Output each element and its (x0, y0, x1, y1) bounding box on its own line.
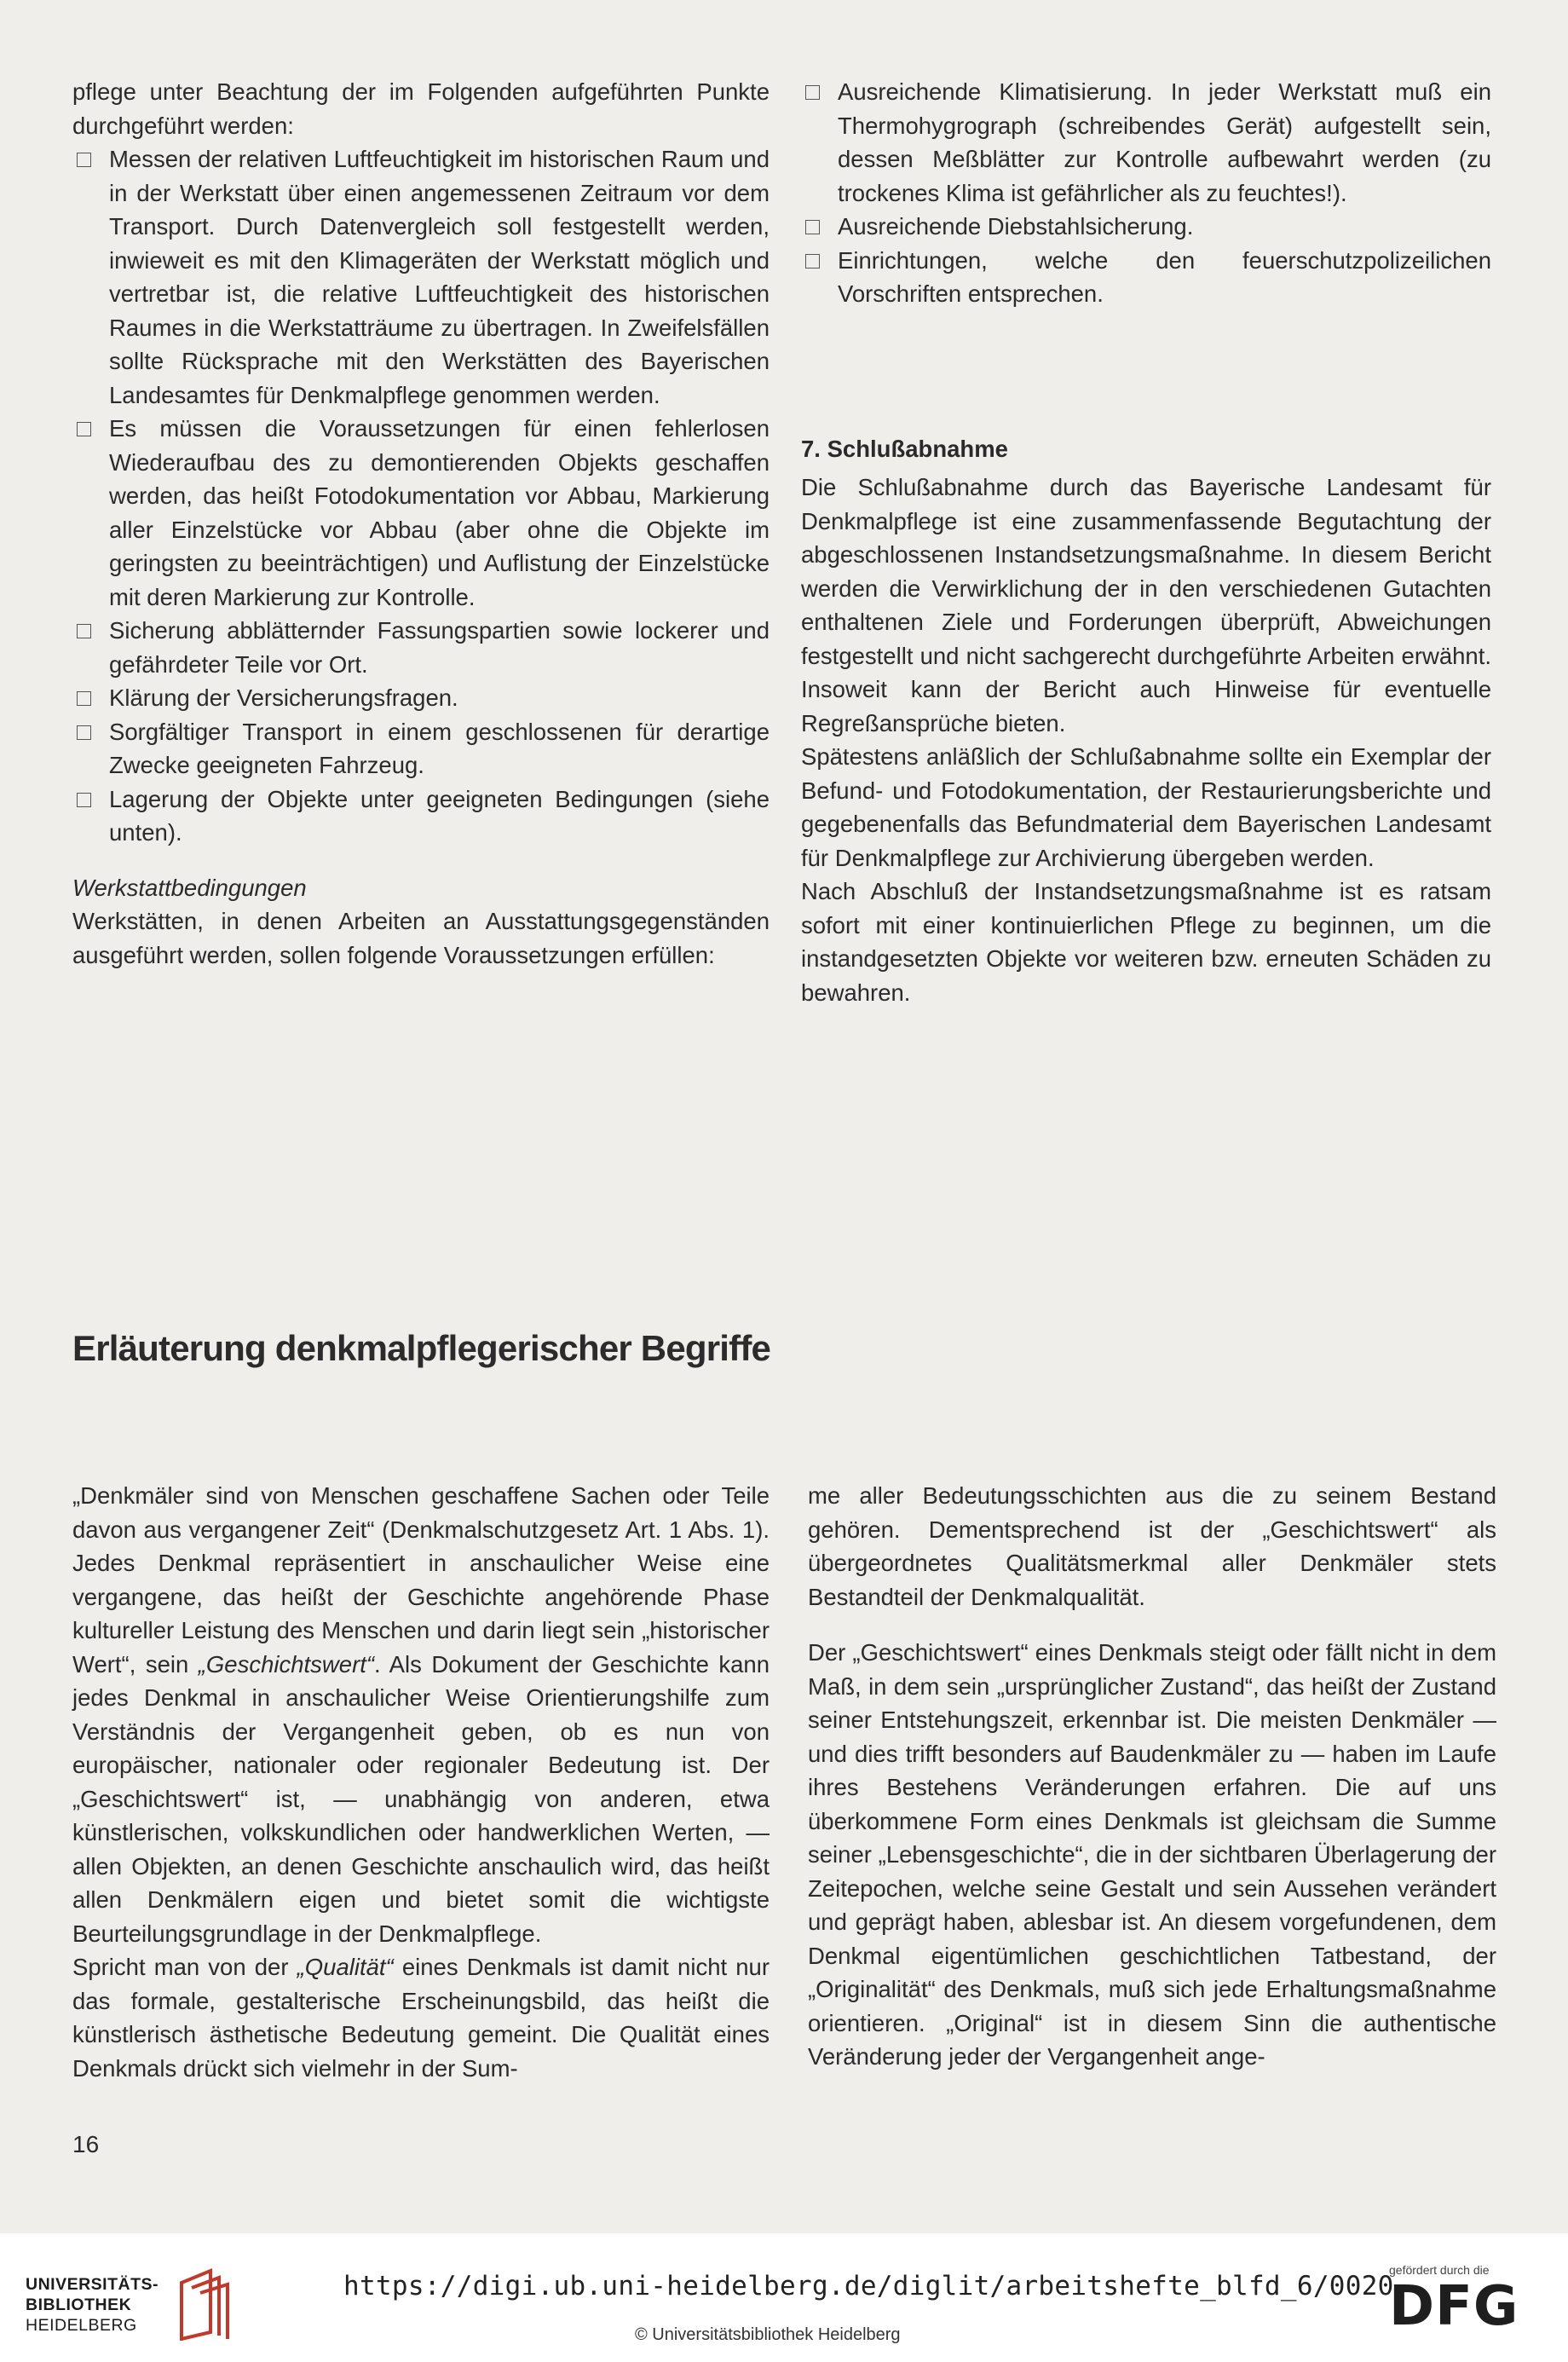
bullet-item: Ausreichende Klimatisierung. In jeder Werkstatt muß ein Thermohygrograph (schreibendes Gerät) aufgestellt sein, dessen Meßblätter zur Kontrolle aufbewahrt werden (zu trockenes Klima ist gefährlicher als zu feuchtes!). (801, 75, 1491, 210)
schlussabnahme-para-2: Spätestens anläßlich der Schlußabnahme sollte ein Exemplar der Befund- und Fotodokumentation, der Restaurierungsberichte und gegebenenfalls das Befundmaterial dem Bayerischen Landesamt für Denkmalpflege zur Archivierung übergeben werden. (801, 743, 1491, 871)
library-name: UNIVERSITÄTS- BIBLIOTHEK HEIDELBERG (26, 2275, 159, 2335)
subheading-werkstattbedingungen: Werkstattbedingungen (72, 874, 307, 901)
dfg-logo-block[interactable] (1389, 2263, 1551, 2336)
university-library-logo[interactable] (26, 2267, 247, 2344)
bullet-item: Klärung der Versicherungsfragen. (72, 681, 770, 715)
checkbox-icon (77, 725, 91, 740)
bullet-item: Einrichtungen, welche den feuerschutzpolizeilichen Vorschriften entsprechen. (801, 244, 1491, 311)
permalink-url[interactable]: https://digi.ub.uni-heidelberg.de/diglit/arbeitshefte_blfd_6/0020 (343, 2271, 1394, 2301)
dfg-logo: DFG (1389, 2275, 1519, 2338)
copyright-notice: © Universitätsbibliothek Heidelberg (635, 2325, 901, 2344)
bullet-item: Es müssen die Voraussetzungen für einen fehlerlosen Wiederaufbau des zu demontierenden Objekts geschaffen werden, das heißt Fotodokumentation vor Abbau, Markierung aller Einzelstücke vor Abbau (aber ohne die Objekte im geringsten zu beeinträchtigen) und Auflistung der Einzelstücke mit deren Markierung zur Kontrolle. (72, 412, 770, 614)
werkstatt-text: Werkstätten, in denen Arbeiten an Ausstattungsgegenständen ausgeführt werden, sollen folgende Voraussetzungen erfüllen: (72, 908, 770, 968)
bottom-right-column (808, 1479, 1496, 2074)
bullet-item: Sorgfältiger Transport in einem geschlossenen für derartige Zwecke geeigneten Fahrzeug. (72, 715, 770, 783)
checkbox-icon (77, 422, 91, 436)
footer-bar (0, 2233, 1568, 2362)
checkbox-icon (77, 153, 91, 167)
bullet-item: Ausreichende Diebstahlsicherung. (801, 210, 1491, 244)
definition-para-1: „Denkmäler sind von Menschen geschaffene Sachen oder Teile davon aus vergangener Zeit“ (Denkmalschutzgesetz Art. 1 Abs. 1). Jedes Denkmal repräsentiert in anschaulicher Weise eine vergangene, das heißt der Geschichte angehörende Phase kultureller Leistung des Menschen und darin liegt sein „historischer Wert“, sein „Geschichtswert“. Als Dokument der Geschichte kann jedes Denkmal in anschaulicher Weise Orientierungshilfe zum Verständnis der Vergangenheit geben, ob es nun von europäischer, nationaler oder regionaler Bedeutung ist. Der „Geschichtswert“ ist, — unabhängig von anderen, etwa künstlerischen, volkskundlichen oder handwerklichen Werten, — allen Objekten, an denen Geschichte anschaulich wird, das heißt allen Denkmälern eigen und bietet somit die wichtigste Beurteilungsgrundlage in der Denkmalpflege. (72, 1482, 770, 1947)
schlussabnahme-para-3: Nach Abschluß der Instandsetzungsmaßnahme ist es ratsam sofort mit einer kontinuierlichen Pflege zu beginnen, um die instandgesetzten Objekte vor weiteren bzw. erneuten Schäden zu bewahren. (801, 878, 1491, 1006)
bullet-item: Lagerung der Objekte unter geeigneten Bedingungen (siehe unten). (72, 783, 770, 850)
library-emblem-icon (166, 2267, 234, 2341)
definition-para-2: Spricht man von der „Qualität“ eines Denkmals ist damit nicht nur das formale, gestalterische Erscheinungsbild, das heißt die künstlerisch ästhetische Bedeutung gemeint. Die Qualität eines Denkmals drückt sich vielmehr in der Sum- (72, 1954, 770, 2082)
top-right-column (801, 75, 1491, 1009)
top-left-column (72, 75, 770, 972)
checkbox-icon (805, 254, 820, 269)
definition-para-3: me aller Bedeutungsschichten aus die zu seinem Bestand gehören. Dementsprechend ist der „Geschichtswert“ als übergeordnetes Qualitätsmerkmal aller Denkmäler stets Bestandteil der Denkmalqualität. (808, 1482, 1496, 1610)
schlussabnahme-para-1: Die Schlußabnahme durch das Bayerische Landesamt für Denkmalpflege ist eine zusammenfassende Begutachtung der abgeschlossenen Instandsetzungsmaßnahme. In diesem Bericht werden die Verwirklichung der in den verschiedenen Gutachten enthaltenen Ziele und Forderungen überprüft, Abweichungen festgestellt und nicht sachgerecht durchgeführte Arbeiten erwähnt. Insoweit kann der Bericht auch Hinweise für eventuelle Regreßansprüche bieten. (801, 474, 1491, 736)
checkbox-icon (77, 624, 91, 638)
checkbox-icon (805, 220, 820, 234)
page-number: 16 (72, 2131, 100, 2157)
section-heading-schlussabnahme: 7. Schlußabnahme (801, 435, 1008, 462)
checkbox-icon (805, 85, 820, 100)
checkbox-icon (77, 793, 91, 807)
main-heading: Erläuterung denkmalpflegerischer Begriffe (72, 1328, 771, 1368)
intro-text: pflege unter Beachtung der im Folgenden aufgeführten Punkte durchgeführt werden: (72, 78, 770, 139)
dfg-funding-label: gefördert durch die (1389, 2263, 1490, 2277)
definition-para-4: Der „Geschichtswert“ eines Denkmals steigt oder fällt nicht in dem Maß, in dem sein „ursprünglicher Zustand“, das heißt der Zustand seiner Entstehungszeit, erkennbar ist. Die meisten Denkmäler — und dies trifft besonders auf Baudenkmäler zu — haben im Laufe ihres Bestehens Veränderungen erfahren. Die auf uns überkommene Form eines Denkmals ist gleichsam die Summe seiner „Lebensgeschichte“, die in der sichtbaren Überlagerung der Zeitepochen, welche seine Gestalt und sein Aussehen verändert und geprägt haben, ablesbar ist. An diesem vorgefundenen, dem Denkmal eigentümlichen geschichtlichen Tatbestand, der „Originalität“ des Denkmals, muß sich jede Erhaltungsmaßnahme orientieren. „Original“ ist in diesem Sinn die authentische Veränderung jeder der Vergangenheit ange- (808, 1639, 1496, 2070)
bullet-item: Messen der relativen Luftfeuchtigkeit im historischen Raum und in der Werkstatt über einen angemessenen Zeitraum vor dem Transport. Durch Datenvergleich soll festgestellt werden, inwieweit es mit den Klimageräten der Werkstatt möglich und vertretbar ist, die relative Luftfeuchtigkeit des historischen Raumes in die Werkstatträume zu übertragen. In Zweifelsfällen sollte Rücksprache mit den Werkstätten des Bayerischen Landesamtes für Denkmalpflege genommen werden. (72, 142, 770, 412)
checkbox-icon (77, 691, 91, 706)
bottom-left-column (72, 1479, 770, 2085)
bullet-item: Sicherung abblätternder Fassungspartien sowie lockerer und gefährdeter Teile vor Ort. (72, 614, 770, 681)
